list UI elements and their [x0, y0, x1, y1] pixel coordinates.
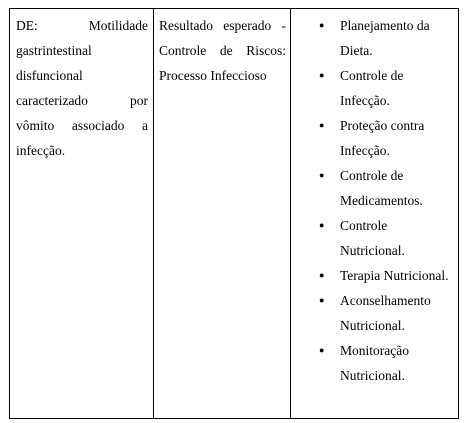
bullet-icon: ●	[319, 170, 325, 180]
intervention-label: Controle Nutricional.	[340, 218, 405, 258]
intervention-label: Proteção contra Infecção.	[340, 118, 425, 158]
intervention-label: Aconselhamento Nutricional.	[340, 293, 431, 333]
intervention-label: Controle de Medicamentos.	[340, 168, 423, 208]
list-item	[319, 163, 452, 213]
bullet-icon: ●	[319, 220, 325, 230]
list-item	[319, 288, 452, 338]
list-item	[319, 113, 452, 163]
list-item	[319, 263, 452, 288]
expected-result-cell	[154, 9, 291, 418]
bullet-icon: ●	[319, 345, 325, 355]
bullet-icon: ●	[319, 295, 325, 305]
diagnosis-cell	[10, 9, 154, 418]
care-plan-table	[9, 8, 459, 419]
list-item	[319, 338, 452, 388]
list-item	[319, 213, 452, 263]
list-item	[319, 13, 452, 63]
intervention-label: Planejamento da Dieta.	[340, 18, 430, 58]
bullet-icon: ●	[319, 120, 325, 130]
bullet-icon: ●	[319, 20, 325, 30]
expected-result-text: Resultado esperado - Controle de Riscos: Processo Infeccioso	[159, 18, 286, 83]
list-item	[319, 63, 452, 113]
bullet-icon: ●	[319, 70, 325, 80]
intervention-label: Monitoração Nutricional.	[340, 343, 409, 383]
intervention-label: Controle de Infecção.	[340, 68, 404, 108]
interventions-cell	[291, 9, 458, 418]
intervention-label: Terapia Nutricional.	[340, 268, 449, 283]
interventions-list	[319, 13, 452, 388]
diagnosis-text: DE: Motilidade gastrintestinal disfuncional caracterizado por vômito associado a infecção.	[16, 18, 148, 158]
bullet-icon: ●	[319, 270, 325, 280]
